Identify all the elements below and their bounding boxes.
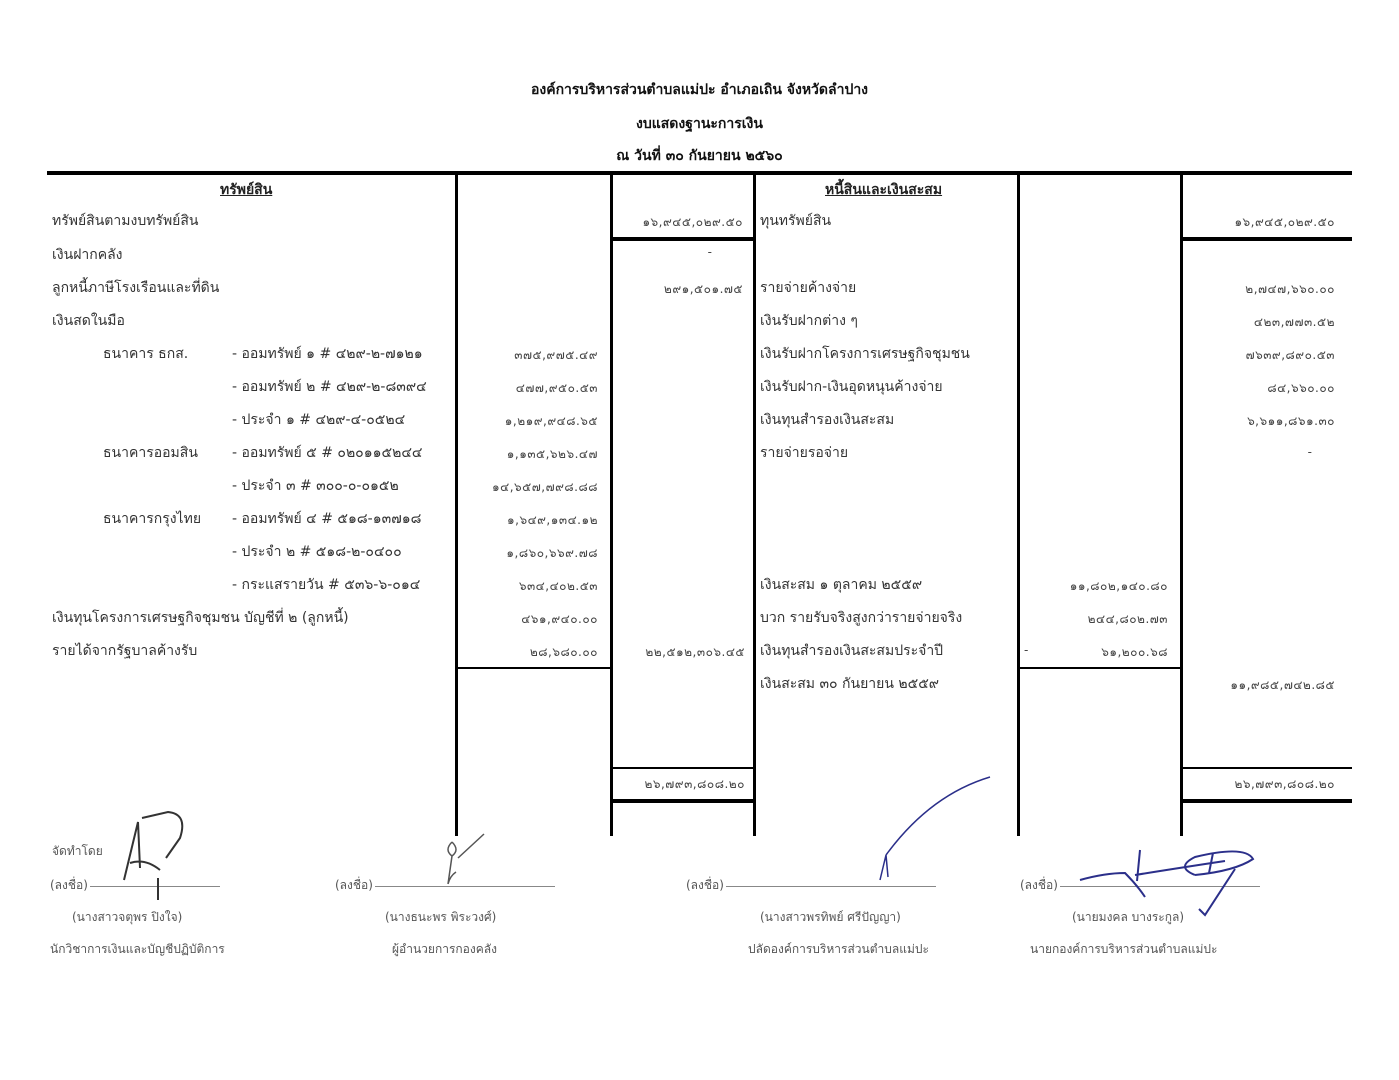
liability-total: ๘๔,๖๖๐.๐๐ — [1267, 381, 1335, 395]
signer-position: ปลัดองค์การบริหารส่วนตำบลแม่ปะ — [748, 942, 929, 956]
bank-account: - ออมทรัพย์ ๑ # ๔๒๙-๒-๗๑๒๑ — [232, 346, 423, 362]
bank-name: ธนาคารกรุงไทย — [103, 511, 202, 527]
accumulated-amount: ๒๔๔,๘๐๒.๗๓ — [1087, 612, 1168, 626]
accumulated-label: เงินสะสม ๓๐ กันยายน ๒๕๕๙ — [760, 676, 940, 692]
sign-label: (ลงชื่อ) — [50, 878, 88, 892]
bank-account: - ประจำ ๒ # ๕๑๘-๒-๐๔๐๐ — [232, 544, 402, 560]
accumulated-label: บวก รายรับจริงสูงกว่ารายจ่ายจริง — [760, 610, 963, 626]
statement-title: งบแสดงฐานะการเงิน — [636, 116, 763, 132]
liability-label: รายจ่ายรอจ่าย — [760, 445, 849, 461]
asset-label: เงินทุนโครงการเศรษฐกิจชุมชน บัญชีที่ ๒ (ลูกหนี้) — [52, 610, 349, 626]
divider-col3 — [753, 173, 756, 836]
accumulated-amount: ๖๑,๒๐๐.๖๘ — [1101, 645, 1168, 659]
bank-amount: ๑,๘๖๐,๖๖๙.๗๘ — [506, 546, 598, 560]
table-top-border — [47, 171, 1352, 175]
liability-total: ๖,๖๑๑,๘๖๑.๓๐ — [1247, 414, 1335, 428]
bank-account: - กระแสรายวัน # ๕๓๖-๖-๐๑๔ — [232, 577, 421, 593]
asset-label: เงินสดในมือ — [52, 313, 125, 329]
accumulated-amount: ๑๑,๘๐๒,๑๔๐.๘๐ — [1069, 579, 1168, 593]
rule-accum-subtotal — [1017, 667, 1183, 669]
signature-line — [726, 886, 936, 887]
rule-asset-subtotal — [610, 767, 756, 769]
asset-total: - — [707, 245, 713, 259]
asset-label: ลูกหนี้ภาษีโรงเรือนและที่ดิน — [52, 280, 220, 296]
prepared-by-label: จัดทำโดย — [52, 844, 103, 858]
assets-grand-total: ๒๖,๗๙๓,๘๐๘.๒๐ — [644, 777, 745, 791]
accumulated-label: เงินทุนสำรองเงินสะสมประจำปี — [760, 643, 944, 659]
asset-subtotal: ๒๒,๕๑๒,๓๐๖.๔๕ — [645, 645, 745, 659]
accumulated-label: เงินสะสม ๑ ตุลาคม ๒๕๕๙ — [760, 577, 923, 593]
liability-total: ๗๖๓๙,๘๙๐.๕๓ — [1245, 348, 1335, 362]
liability-label: เงินรับฝากโครงการเศรษฐกิจชุมชน — [760, 346, 970, 362]
bank-amount: ๑,๒๑๙,๙๔๘.๖๕ — [504, 414, 598, 428]
divider-col5 — [1180, 173, 1183, 836]
rule-liab-grand-total — [1180, 799, 1352, 803]
liability-label: รายจ่ายค้างจ่าย — [760, 280, 857, 296]
sign-label: (ลงชื่อ) — [686, 878, 724, 892]
liability-label: เงินรับฝาก-เงินอุดหนุนค้างจ่าย — [760, 379, 943, 395]
accumulated-total: ๑๑,๙๘๕,๗๔๒.๘๕ — [1230, 678, 1335, 692]
bank-account: - ออมทรัพย์ ๕ # ๐๒๐๑๑๕๒๔๔ — [232, 445, 423, 461]
rule-bank-subtotal — [455, 667, 613, 669]
asset-amount: ๒๘,๖๘๐.๐๐ — [529, 645, 598, 659]
asset-label: เงินฝากคลัง — [52, 247, 123, 263]
as-of-date: ณ วันที่ ๓๐ กันยายน ๒๕๖๐ — [616, 148, 783, 164]
bank-amount: ๓๗๕,๙๗๕.๔๙ — [514, 348, 598, 362]
signer-name: (นางธนะพร พิระวงศ์) — [385, 910, 497, 924]
assets-heading: ทรัพย์สิน — [220, 182, 273, 198]
asset-total: ๒๙๑,๕๐๑.๗๕ — [663, 282, 743, 296]
rule-liab-subtotal — [1180, 767, 1352, 769]
bank-amount: ๖๓๔,๔๐๒.๕๓ — [518, 579, 598, 593]
liability-label: เงินทุนสำรองเงินสะสม — [760, 412, 895, 428]
signature-mark — [870, 775, 1000, 885]
bank-name: ธนาคารออมสิน — [103, 445, 198, 461]
signer-name: (นางสาวพรทิพย์ ศรีปัญญา) — [760, 910, 901, 924]
asset-total: ๑๖,๙๔๕,๐๒๙.๕๐ — [642, 215, 743, 229]
bank-name: ธนาคาร ธกส. — [103, 346, 189, 362]
bank-amount: ๔๗๗,๙๕๐.๕๓ — [515, 381, 598, 395]
signer-name: (นายมงคล บางระกูล) — [1072, 910, 1185, 924]
liabilities-heading: หนี้สินและเงินสะสม — [825, 182, 943, 198]
liabilities-grand-total: ๒๖,๗๙๓,๘๐๘.๒๐ — [1234, 777, 1335, 791]
signer-position: นายกองค์การบริหารส่วนตำบลแม่ปะ — [1030, 942, 1218, 956]
asset-label: ทรัพย์สินตามงบทรัพย์สิน — [52, 213, 199, 229]
liability-label: ทุนทรัพย์สิน — [760, 213, 832, 229]
bank-amount: ๑,๖๔๙,๑๓๔.๑๒ — [507, 513, 598, 527]
organization-name: องค์การบริหารส่วนตำบลแม่ปะ อำเภอเถิน จังหวัดลำปาง — [530, 82, 869, 98]
liability-total: ๒,๗๔๗,๖๖๐.๐๐ — [1245, 282, 1335, 296]
bank-account: - ออมทรัพย์ ๔ # ๕๑๘-๑๓๗๑๘ — [232, 511, 422, 527]
signer-name: (นางสาวจตุพร ปิงใจ) — [72, 910, 183, 924]
liability-total: ๑๖,๙๔๕,๐๒๙.๕๐ — [1234, 215, 1335, 229]
liability-total: ๔๒๓,๗๗๓.๕๒ — [1253, 315, 1335, 329]
bank-amount: ๑๔,๖๕๗,๗๙๘.๘๘ — [492, 480, 598, 494]
accumulated-sign: - — [1024, 643, 1029, 657]
divider-col1 — [455, 173, 458, 836]
bank-account: - ประจำ ๓ # ๓๐๐-๐-๐๑๕๒ — [232, 478, 399, 494]
rule-liab-fixed-total — [1180, 237, 1352, 241]
signer-position: ผู้อำนวยการกองคลัง — [392, 942, 497, 956]
divider-col4 — [1017, 173, 1020, 836]
signature-mark — [120, 808, 190, 898]
asset-amount: ๔๖๑,๙๔๐.๐๐ — [521, 612, 598, 626]
bank-account: - ประจำ ๑ # ๔๒๙-๔-๐๕๒๔ — [232, 412, 406, 428]
sign-label: (ลงชื่อ) — [335, 878, 373, 892]
signature-mark — [440, 832, 490, 892]
divider-col2 — [610, 173, 613, 836]
sign-label: (ลงชื่อ) — [1020, 878, 1058, 892]
rule-asset-grand-total — [610, 799, 756, 803]
liability-total: - — [1307, 445, 1313, 459]
bank-account: - ออมทรัพย์ ๒ # ๔๒๙-๒-๘๓๙๔ — [232, 379, 427, 395]
signer-position: นักวิชาการเงินและบัญชีปฏิบัติการ — [50, 942, 225, 956]
bank-amount: ๑,๑๓๕,๖๒๖.๔๗ — [506, 447, 598, 461]
liability-label: เงินรับฝากต่าง ๆ — [760, 313, 858, 329]
asset-label: รายได้จากรัฐบาลค้างรับ — [52, 643, 198, 659]
rule-asset-fixed-total — [610, 237, 756, 241]
